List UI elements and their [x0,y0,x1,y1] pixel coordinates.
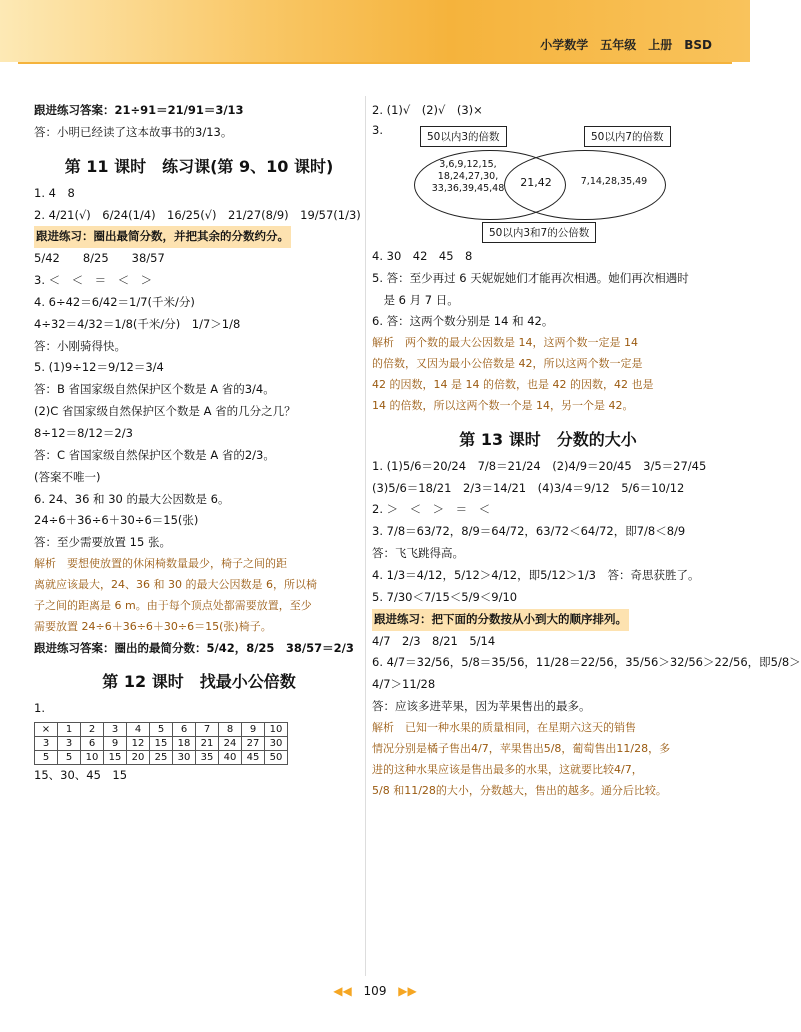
common-values: 21,42 [520,175,552,189]
diagram-number: 3. [372,122,383,137]
table-cell: 21 [196,737,219,751]
venn-diagram [372,122,724,244]
text-line [34,226,364,248]
analysis-line: 子之间的距离是 6 m。由于每个顶点处都需要放置，至少 [34,598,312,612]
table-cell: 4 [127,723,150,737]
text-line: (3)5/6＝18/21 2/3＝14/21 (4)3/4＝9/12 5/6＝10/12 [372,480,685,495]
box-multiples-3: 50以内3的倍数 [420,126,507,147]
table-cell: 15 [150,737,173,751]
table-cell: 3 [35,737,58,751]
table-cell: 9 [104,737,127,751]
text-line: 跟进练习答案：圈出的最简分数：5/42，8/25 38/57＝2/3 [34,640,354,655]
text-line: (答案不唯一) [34,469,101,484]
text-line: 3. ＜ ＜ ＝ ＜ ＞ [34,273,153,288]
analysis-line: 离就应该最大，24、36 和 30 的最大公因数是 6，所以椅 [34,577,317,591]
table-cell: 27 [242,737,265,751]
text-line: 24÷6＋36÷6＋30÷6＝15(张) [34,513,199,528]
table-cell: 24 [219,737,242,751]
analysis-line: 的倍数，又因为最小公倍数是 42，所以这两个数一定是 [372,357,643,371]
prev-arrow-icon: ◀◀ [333,984,352,998]
text-line: 2. ＞ ＜ ＞ ＝ ＜ [372,502,491,517]
text-line: 答：小刚骑得快。 [34,338,126,353]
left-content [34,100,364,692]
analysis-line: 需要放置 24÷6＋36÷6＋30÷6＝15(张)椅子。 [34,619,272,633]
table-cell: 50 [265,751,288,765]
book-title: 小学数学 五年级 上册 BSD [540,38,712,52]
table-cell: × [35,723,58,737]
text-line: 6. 答：这两个数分别是 14 和 42。 [372,314,554,329]
set-7-values: 7,14,28,35,49 [580,175,648,187]
table-cell: 1 [58,723,81,737]
text-line: (2)C 省国家级自然保护区个数是 A 省的几分之几？ [34,404,296,419]
table-cell: 3 [58,737,81,751]
text-line: 答：至少需要放置 15 张。 [34,535,171,550]
text-line: 6. 24、36 和 30 的最大公因数是 6。 [34,491,230,506]
table-cell: 10 [81,751,104,765]
table-cell: 12 [127,737,150,751]
table-cell: 2 [81,723,104,737]
text-line: 5. 答：至少再过 6 天妮妮她们才能再次相遇。她们再次相遇时 [372,270,689,285]
text-line: 5. 7/30＜7/15＜5/9＜9/10 [372,589,518,604]
analysis-line: 解析 已知一种水果的质量相同，在星期六这天的销售 [372,720,636,734]
text-line: 是 6 月 7 日。 [372,292,459,307]
text-line: 4. 6÷42＝6/42＝1/7(千米/分) [34,294,195,309]
column-divider [365,96,366,976]
table-cell: 35 [196,751,219,765]
table-cell: 45 [242,751,265,765]
text-line: 答：飞飞跳得高。 [372,546,464,561]
analysis-line: 解析 两个数的最大公因数是 14，这两个数一定是 14 [372,336,638,350]
analysis-line: 42 的因数，14 是 14 的倍数，也是 42 的因数，42 也是 [372,378,654,391]
box-multiples-7: 50以内7的倍数 [584,126,671,147]
analysis-line: 情况分别是橘子售出4/7，苹果售出5/8，葡萄售出11/28，多 [372,741,671,755]
text-line [372,609,724,631]
right-column [372,100,801,801]
text-line: 答：小明已经读了这本故事书的3/13。 [34,124,233,139]
text-line: 4/7 2/3 8/21 5/14 [372,633,496,648]
text-line: 2. 4/21(√) 6/24(1/4) 16/25(√) 21/27(8/9) 19/57(1/3) [34,207,361,222]
text-line: 答：B 省国家级自然保护区个数是 A 省的3/4。 [34,382,275,397]
table-row [35,751,288,765]
set-3-values: 3,6,9,12,15, 18,24,27,30, 33,36,39,45,48 [431,158,505,194]
text-line: 4. 1/3＝4/12，5/12＞4/12，即5/12＞1/3 答：奇思获胜了。 [372,568,700,582]
table-cell: 30 [173,751,196,765]
text-line: 答：应该多进苹果，因为苹果售出的最多。 [372,699,591,714]
text-line: 6. 4/7＝32/56，5/8＝35/56，11/28＝22/56，35/56＞32/56＞22/56，即5/8＞ [372,655,801,670]
table-cell: 15 [104,751,127,765]
text-line: 4. 30 42 45 8 [372,248,473,263]
table-cell: 9 [242,723,265,737]
table-row [35,723,288,737]
table-cell: 40 [219,751,242,765]
left-column [34,100,364,787]
table-cell: 30 [265,737,288,751]
table-cell: 20 [127,751,150,765]
analysis-line: 5/8 和11/28的大小，分数越大，售出的越多。通分后比较。 [372,783,667,797]
text-line: 3. 7/8＝63/72，8/9＝64/72，63/72＜64/72，即7/8＜8/9 [372,524,686,539]
table-cell: 6 [173,723,196,737]
text-line: 4/7＞11/28 [372,677,436,692]
lesson-title: 第 11 课时 练习课(第 9、10 课时) [64,156,334,176]
answer-line: 2. (1)√ (2)√ (3)× [372,103,483,117]
practice-prompt: 跟进练习：圈出最简分数，并把其余的分数约分。 [34,226,291,248]
lcm-answer: 15、30、45 15 [34,768,128,783]
right-content [372,246,801,802]
table-cell: 7 [196,723,219,737]
table-cell: 8 [219,723,242,737]
header-banner [0,0,750,62]
table-cell: 3 [104,723,127,737]
text-line: 答：C 省国家级自然保护区个数是 A 省的2/3。 [34,447,275,462]
analysis-line: 14 的倍数，所以这两个数一个是 14，另一个是 42。 [372,398,634,412]
table-cell: 6 [81,737,104,751]
text-line: 8÷12＝8/12＝2/3 [34,425,133,440]
analysis-line: 解析 要想使放置的休闲椅数量最少，椅子之间的距 [34,557,287,571]
text-line: 5/42 8/25 38/57 [34,251,165,266]
table-cell: 5 [35,751,58,765]
table-cell: 18 [173,737,196,751]
header-rule [18,62,732,64]
text-line: 1. 4 8 [34,185,75,200]
table-cell: 10 [265,723,288,737]
lesson-title: 第 12 课时 找最小公倍数 [102,672,296,692]
table-cell: 25 [150,751,173,765]
next-arrow-icon: ▶▶ [398,984,417,998]
table-row [35,737,288,751]
text-line: 4÷32＝4/32＝1/8(千米/分) 1/7＞1/8 [34,316,241,331]
text-line: 5. (1)9÷12＝9/12＝3/4 [34,360,164,375]
lesson-title: 第 13 课时 分数的大小 [459,429,637,449]
multiple-table [34,722,288,765]
practice-prompt: 跟进练习：把下面的分数按从小到大的顺序排列。 [372,609,629,631]
table-cell: 5 [150,723,173,737]
box-common-multiples: 50以内3和7的公倍数 [482,222,596,243]
analysis-line: 进的这种水果应该是售出最多的水果，这就要比较4/7， [372,762,643,776]
page-footer [0,984,750,998]
text-line: 跟进练习答案：21÷91＝21/91＝3/13 [34,103,244,117]
table-label: 1. [34,701,45,716]
page-number: 109 [363,984,387,998]
table-cell: 5 [58,751,81,765]
text-line: 1. (1)5/6＝20/24 7/8＝21/24 (2)4/9＝20/45 3/5＝27/45 [372,458,707,473]
